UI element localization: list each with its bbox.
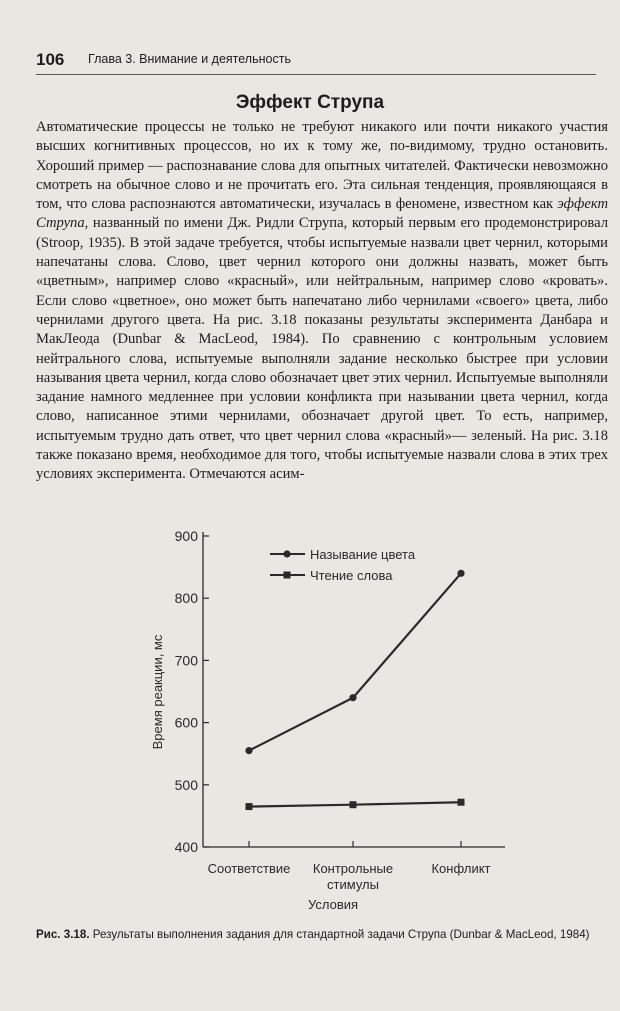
figure-caption: [36, 928, 590, 941]
series-line-1: [249, 573, 461, 750]
caption-label: Рис. 3.18.: [36, 928, 90, 941]
y-tick-label: 600: [174, 714, 198, 731]
y-axis-title: Время реакции, мс: [150, 634, 165, 750]
y-tick-label: 700: [174, 652, 198, 669]
paragraph-part-1: Автоматические процессы не только не требуют никакого или почти никакого участия высших когнитивных процессов, но их к тому же, по-видимому, трудно остановить. Хороший пример — распознавание слова для опытных читателей. Фактически невозможно смотреть на обычное слово и не прочитать его. Эта сильная тенденция, проявляющаяся в том, что слова распознаются автоматически, изучалась в феномене, известном как: [36, 119, 608, 213]
paragraph-part-2: , названный по имени Дж. Ридли Струпа, который первым его продемонстрировал (Stroop, 1935). В этой задаче требуется, чтобы испытуемые назвали цвет чернил, которыми напечатаны слова. Слово, цвет чернил которого они должны назвать, может быть «цветным», например слово «красный», или нейтральным, например слово «кровать». Если слово «цветное», оно может быть напечатано либо чернилами «своего» цвета, либо чернилами другого цвета. На рис. 3.18 показаны результаты эксперимента Данбара и МакЛеода (Dunbar & MacLeod, 1984). По сравнению с контрольным условием нейтрального слова, испытуемые выполняли задание несколько быстрее при условии называния цвета чернил, когда слово обозначает цвет этих чернил. Испытуемые выполняли задание намного медленнее при условии конфликта при назывании цвета чернил, когда слово, написанное этими чернилами, обозначает другой цвет. То есть, например, испытуемым трудно дать ответ, что цвет чернил слова «красный»— зеленый. На рис. 3.18 также показано время, необходимое для того, чтобы испытуемые назвали слова в этих трех условиях эксперимента. Отмечаются асим-: [36, 215, 608, 483]
data-point-circle: [245, 747, 252, 754]
x-tick-label: Соответствие: [207, 861, 291, 876]
data-point-square: [350, 801, 357, 808]
data-point-square: [246, 803, 253, 810]
data-point-circle: [457, 570, 464, 577]
data-point-circle: [349, 694, 356, 701]
y-tick-label: 900: [174, 528, 198, 544]
chapter-title: Глава 3. Внимание и деятельность: [88, 52, 291, 66]
caption-text: Результаты выполнения задания для стандартной задачи Струпа (Dunbar & MacLeod, 1984): [89, 928, 590, 941]
y-tick-label: 800: [174, 590, 198, 607]
section-title: Эффект Струпа: [235, 92, 385, 113]
x-tick-label: Конфликт: [431, 861, 491, 876]
legend-marker-square: [284, 572, 291, 579]
data-point-square: [458, 799, 465, 806]
legend-marker-circle: [283, 550, 290, 557]
x-tick-label: Контрольные стимулы: [312, 861, 394, 892]
page-number: 106: [36, 50, 65, 69]
y-tick-label: 400: [174, 839, 198, 855]
y-tick-label: 500: [174, 776, 198, 793]
legend-label-1: Называние цвета: [310, 547, 416, 562]
x-axis-title: Условия: [307, 897, 359, 912]
legend-label-2: Чтение слова: [310, 568, 393, 583]
stroop-effect-term: эффект Струпа: [36, 196, 608, 232]
